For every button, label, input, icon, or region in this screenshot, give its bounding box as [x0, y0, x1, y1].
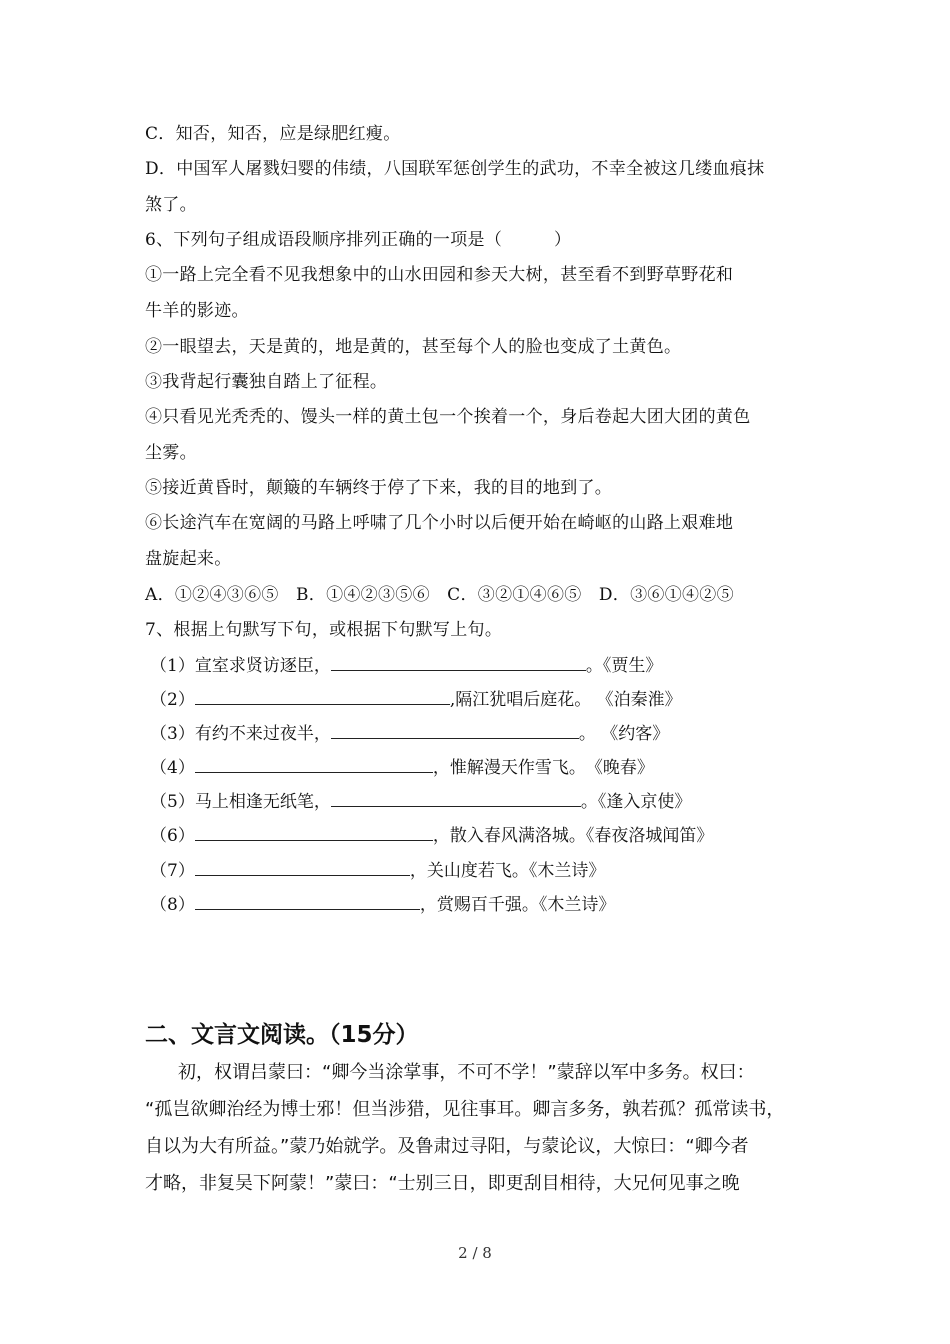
- q7-stem: 7、根据上句默写下句，或根据下句默写上句。: [145, 620, 503, 640]
- q7-item-before: 有约不来过夜半，: [194, 724, 331, 744]
- q7-item-after: ,隔江犹唱后庭花。 《泊秦淮》: [449, 690, 682, 710]
- q6-sentence-5: ⑤接近黄昏时，颠簸的车辆终于停了下来，我的目的地到了。: [145, 478, 613, 498]
- passage-line-2: “孤岂欲卿治经为博士邪！但当涉猎，见往事耳。卿言多务，孰若孤？孤常读书，: [145, 1099, 785, 1120]
- q7-item-before: 马上相逢无纸笔，: [194, 792, 331, 812]
- answer-blank[interactable]: [195, 891, 420, 910]
- q7-item-4: [150, 754, 654, 779]
- q6-sentence-6-line1: ⑥长途汽车在宽阔的马路上呼啸了几个小时以后便开始在崎岖的山路上艰难地: [145, 513, 734, 533]
- q6-sentence-6-line2: 盘旋起来。: [145, 549, 232, 569]
- answer-blank[interactable]: [195, 857, 410, 876]
- page-number: 2 / 8: [458, 1244, 492, 1262]
- q7-item-8: [150, 891, 615, 916]
- q7-item-number: （2）: [150, 690, 195, 710]
- answer-blank[interactable]: [331, 720, 579, 739]
- q7-item-after: ，赏赐百千强。《木兰诗》: [419, 895, 616, 915]
- q7-item-after: ，关山度若飞。《木兰诗》: [409, 861, 606, 881]
- q7-item-number: （3）: [150, 724, 195, 744]
- q6-answer-options: A．①②④③⑥⑤ B．①④②③⑤⑥ C．③②①④⑥⑤ D．③⑥①④②⑤: [145, 585, 734, 605]
- q7-item-after: ，散入春风满洛城。《春夜洛城闻笛》: [432, 826, 714, 846]
- passage-line-4: 才略，非复吴下阿蒙！”蒙曰：“士别三日，即更刮目相待，大兄何见事之晚: [145, 1173, 740, 1194]
- q7-item-3: [150, 720, 669, 745]
- q7-item-number: （7）: [150, 861, 195, 881]
- q5-option-d-line2: 煞了。: [145, 195, 197, 215]
- q5-option-d-line1: D．中国军人屠戮妇婴的伟绩，八国联军惩创学生的武功，不幸全被这几缕血痕抹: [145, 159, 765, 179]
- q7-item-after: ，惟解漫天作雪飞。 《晚春》: [432, 758, 654, 778]
- answer-blank[interactable]: [331, 652, 586, 671]
- q6-sentence-1-line1: ①一路上完全看不见我想象中的山水田园和参天大树，甚至看不到野草野花和: [145, 265, 734, 285]
- answer-blank[interactable]: [331, 788, 581, 807]
- passage-line-1: 初，权谓吕蒙曰：“卿今当涂掌事，不可不学！”蒙辞以军中多务。权曰：: [178, 1062, 755, 1083]
- q6-sentence-1-line2: 牛羊的影迹。: [145, 301, 249, 321]
- q5-option-c: C．知否，知否，应是绿肥红瘦。: [145, 124, 401, 144]
- q7-item-after: 。 《约客》: [578, 724, 670, 744]
- q7-item-before: 宣室求贤访逐臣，: [194, 656, 331, 676]
- q7-item-1: [150, 652, 662, 677]
- q7-item-number: （8）: [150, 895, 195, 915]
- q6-sentence-2: ②一眼望去，天是黄的，地是黄的，甚至每个人的脸也变成了土黄色。: [145, 337, 682, 357]
- q7-item-2: [150, 686, 682, 711]
- passage-line-3: 自以为大有所益。”蒙乃始就学。及鲁肃过寻阳，与蒙论议，大惊曰：“卿今者: [145, 1136, 749, 1157]
- q7-item-after: 。《贾生》: [585, 656, 663, 676]
- q7-item-7: [150, 857, 605, 882]
- q6-sentence-4-line2: 尘雾。: [145, 443, 197, 463]
- q7-item-number: （5）: [150, 792, 195, 812]
- answer-blank[interactable]: [195, 686, 450, 705]
- q7-item-5: [150, 788, 691, 813]
- q7-item-number: （6）: [150, 826, 195, 846]
- q7-item-number: （4）: [150, 758, 195, 778]
- q6-sentence-3: ③我背起行囊独自踏上了征程。: [145, 372, 388, 392]
- answer-blank[interactable]: [195, 822, 433, 841]
- q7-item-6: [150, 822, 713, 847]
- q6-sentence-4-line1: ④只看见光秃秃的、馒头一样的黄土包一个挨着一个，身后卷起大团大团的黄色: [145, 407, 751, 427]
- section-heading: 二、文言文阅读。（15分）: [145, 1022, 419, 1048]
- answer-blank[interactable]: [195, 754, 433, 773]
- q6-stem: 6、下列句子组成语段顺序排列正确的一项是（ ）: [145, 230, 572, 250]
- q7-item-number: （1）: [150, 656, 195, 676]
- q7-item-after: 。《逢入京使》: [580, 792, 692, 812]
